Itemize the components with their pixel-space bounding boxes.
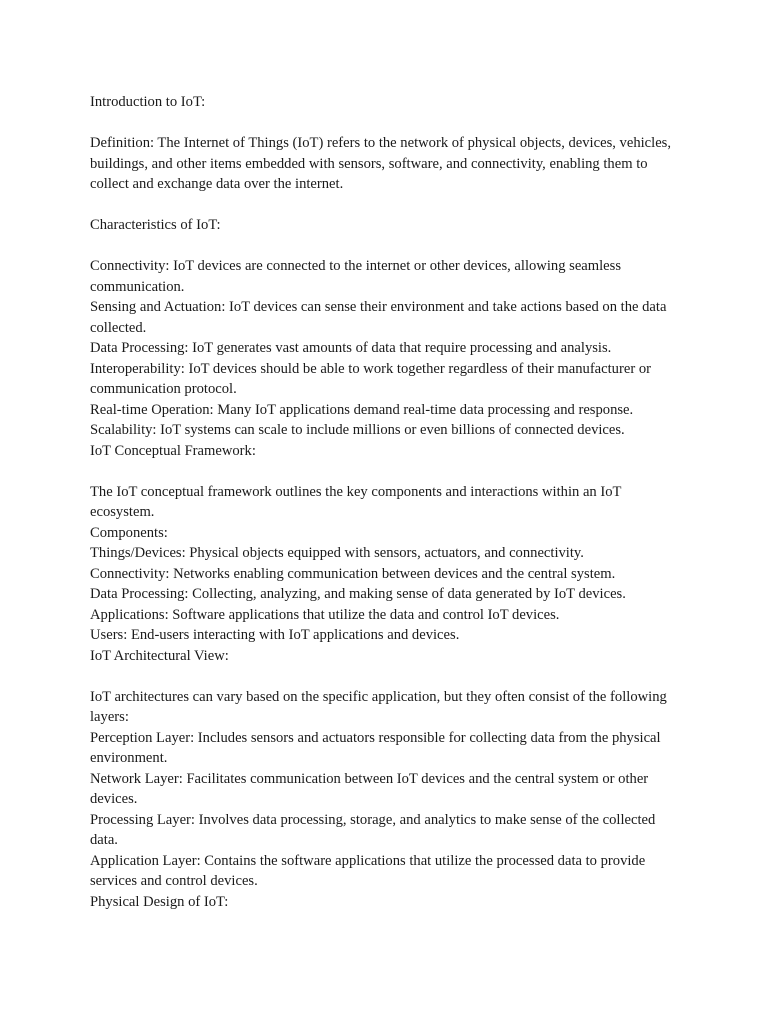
characteristic-item: Sensing and Actuation: IoT devices can sense their environment and take actions based on the data collected. <box>90 299 667 336</box>
component-item: Data Processing: Collecting, analyzing, and making sense of data generated by IoT devices. <box>90 586 626 602</box>
paragraph-gap <box>90 113 680 134</box>
characteristics-heading: Characteristics of IoT: <box>90 217 221 233</box>
component-item: Connectivity: Networks enabling communication between devices and the central system. <box>90 565 616 582</box>
architecture-heading: IoT Architectural View: <box>90 647 229 664</box>
component-item: Things/Devices: Physical objects equipped with sensors, actuators, and connectivity. <box>90 545 584 561</box>
component-item: Users: End-users interacting with IoT applications and devices. <box>90 627 460 643</box>
architecture-intro: IoT architectures can vary based on the specific application, but they often consist of the following layers: <box>90 688 667 725</box>
physical-design-heading: Physical Design of IoT: <box>90 893 229 910</box>
document-body <box>90 92 680 912</box>
characteristic-item: Connectivity: IoT devices are connected to the internet or other devices, allowing seamless communication. <box>90 258 622 295</box>
layer-item: Perception Layer: Includes sensors and actuators responsible for collecting data from the physical environment. <box>90 729 661 766</box>
paragraph-gap <box>90 236 680 257</box>
framework-intro: The IoT conceptual framework outlines the key components and interactions within an IoT ecosystem. <box>90 483 622 520</box>
layer-item: Processing Layer: Involves data processing, storage, and analytics to make sense of the collected data. <box>90 811 656 848</box>
layer-item: Network Layer: Facilitates communication between IoT devices and the central system or other devices. <box>90 770 649 807</box>
characteristic-item: Interoperability: IoT devices should be able to work together regardless of their manufacturer or communication protocol. <box>90 360 651 397</box>
paragraph-gap <box>90 195 680 216</box>
paragraph-gap <box>90 666 680 687</box>
paragraph-gap <box>90 461 680 482</box>
component-item: Applications: Software applications that utilize the data and control IoT devices. <box>90 606 560 623</box>
characteristic-item: Data Processing: IoT generates vast amounts of data that require processing and analysis. <box>90 340 612 356</box>
intro-heading: Introduction to IoT: <box>90 94 206 110</box>
characteristic-item: Real-time Operation: Many IoT applications demand real-time data processing and response. <box>90 401 634 418</box>
layer-item: Application Layer: Contains the software applications that utilize the processed data to provide services and control devices. <box>90 852 646 889</box>
definition-paragraph: Definition: The Internet of Things (IoT) refers to the network of physical objects, devices, vehicles, buildings, and other items embedded with sensors, software, and connectivity, enabling them to collect and exchange data over the internet. <box>90 135 672 192</box>
characteristic-item: Scalability: IoT systems can scale to include millions or even billions of connected devices. <box>90 422 625 438</box>
components-heading: Components: <box>90 524 168 541</box>
framework-heading: IoT Conceptual Framework: <box>90 442 256 459</box>
